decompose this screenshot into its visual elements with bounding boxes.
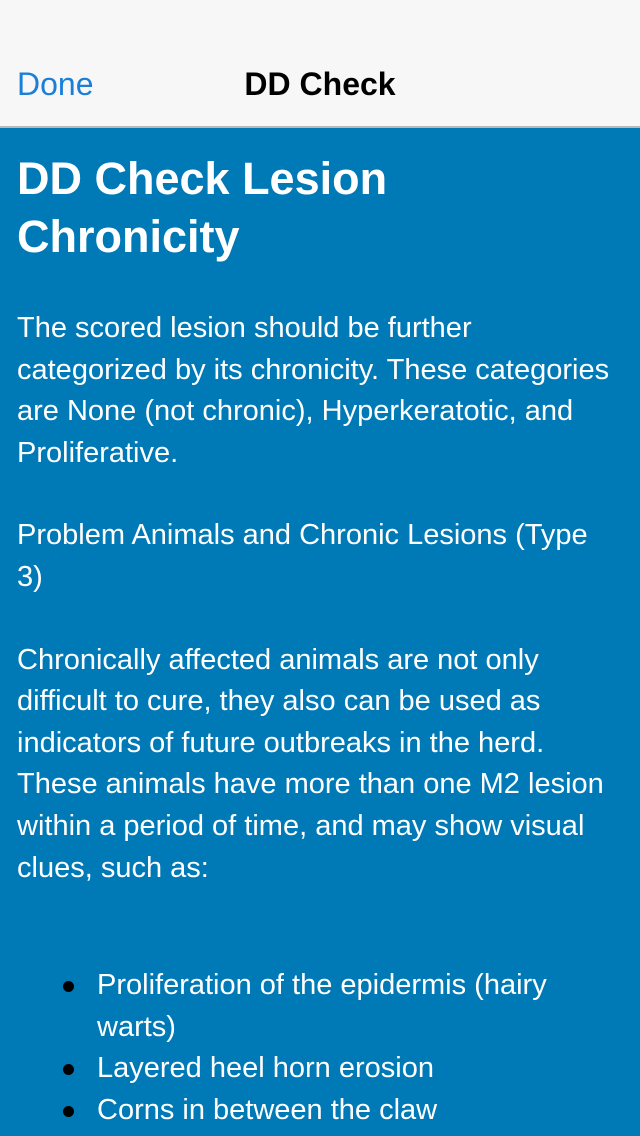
section-subheading: Problem Animals and Chronic Lesions (Type 3) [17, 519, 588, 593]
list-item-text: Corns in between the claw [97, 1093, 438, 1126]
bullet-icon [63, 981, 74, 992]
list-item-text: Proliferation of the epidermis (hairy warts) [97, 969, 547, 1043]
bullet-icon [63, 1064, 74, 1075]
list-item-text: Layered heel horn erosion [97, 1052, 434, 1085]
navigation-bar [0, 0, 640, 128]
intro-paragraph: The scored lesion should be further categorized by its chronicity. These categories are None (not chronic), Hyperkeratotic, and Proliferative. [17, 312, 610, 469]
nav-title: DD Check [244, 66, 396, 102]
list-item [17, 1090, 607, 1132]
article-heading: DD Check Lesion Chronicity [17, 153, 388, 262]
description-paragraph: Chronically affected animals are not only difficult to cure, they also can be used as indicators of future outbreaks in the herd. These animals have more than one M2 lesion within a period of time, and may show visual clues, such as: [17, 643, 604, 884]
article-content [17, 150, 617, 1132]
bullet-icon [63, 1106, 74, 1117]
list-item [17, 1048, 607, 1090]
done-button[interactable]: Done [17, 66, 94, 102]
visual-clues-list [17, 965, 617, 1131]
list-item [17, 965, 607, 1048]
